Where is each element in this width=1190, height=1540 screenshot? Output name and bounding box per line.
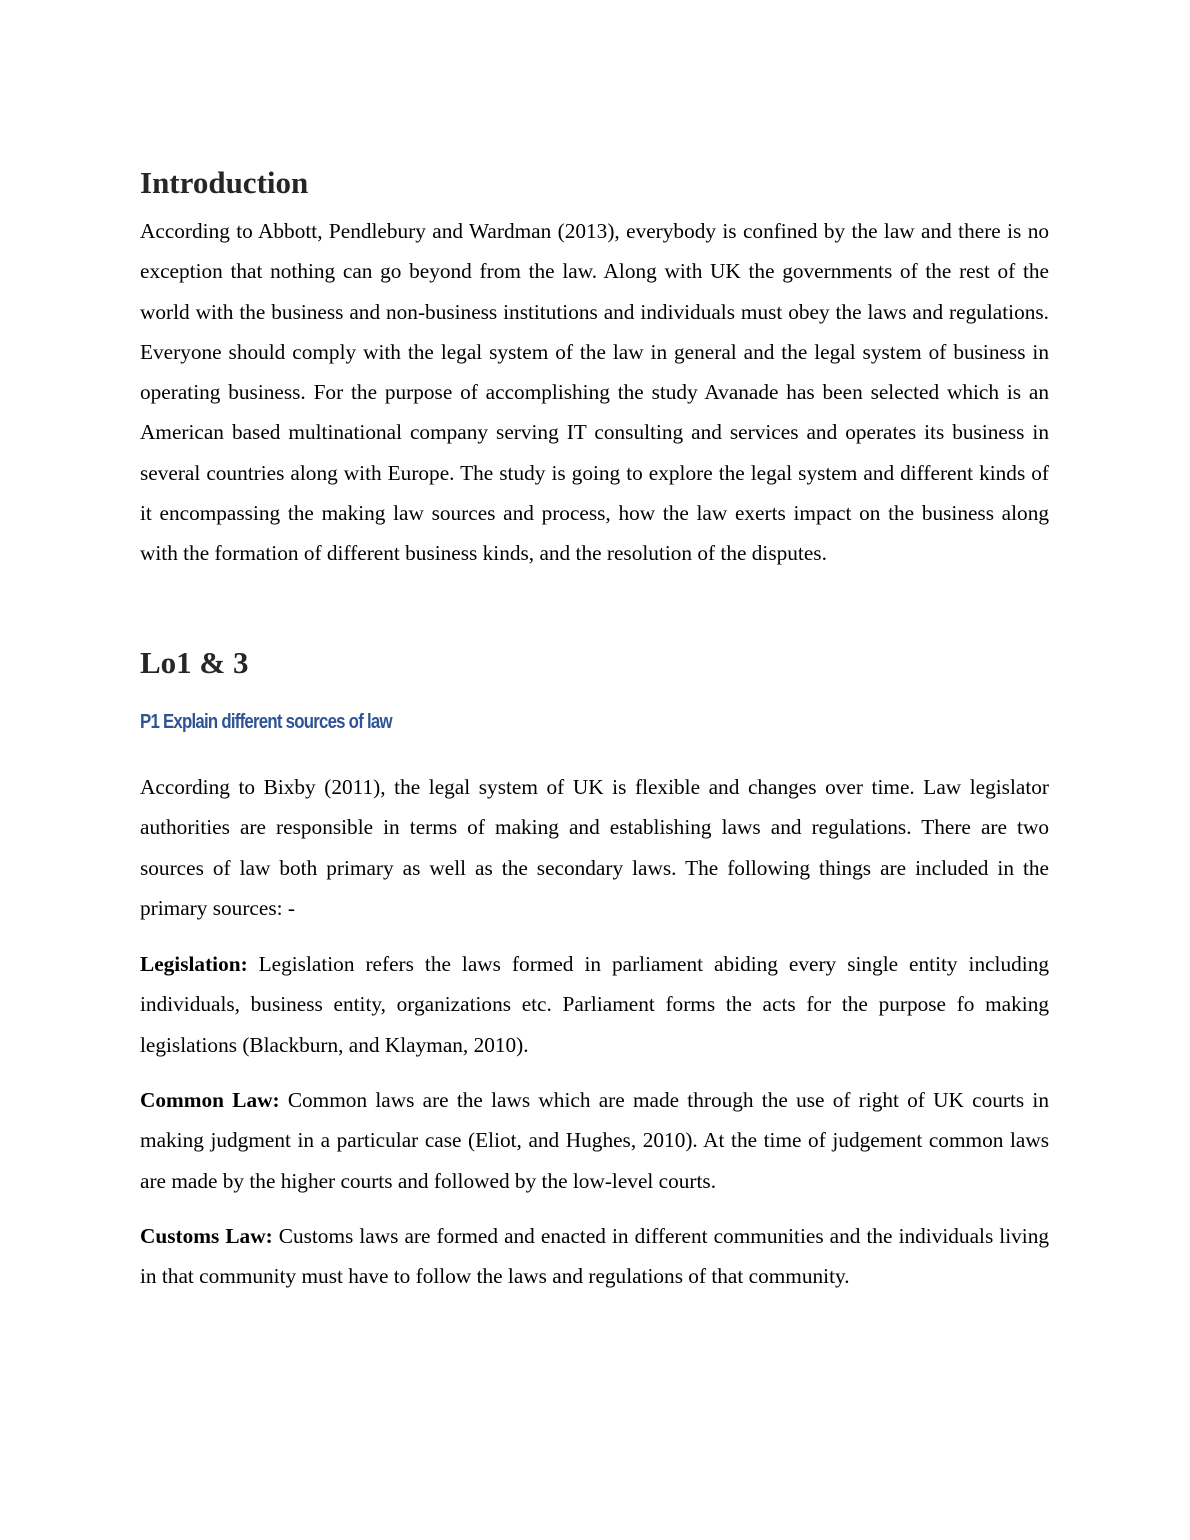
common-law-term: Common Law: <box>140 1088 280 1112</box>
introduction-paragraph: According to Abbott, Pendlebury and Wardman (2013), everybody is confined by the law and there is no exception that nothing can go beyond from the law. Along with UK the governments of the rest of the world with the business and non-business institutions and individuals must obey the laws and regulations. Everyone should comply with the legal system of the law in general and the legal system of business in operating business. For the purpose of accomplishing the study Avanade has been selected which is an American based multinational company serving IT consulting and services and operates its business in several countries along with Europe. The study is going to explore the legal system and different kinds of it encompassing the making law sources and process, how the law exerts impact on the business along with the formation of different business kinds, and the resolution of the disputes. <box>140 219 1049 566</box>
customs-law-block <box>140 1216 1049 1297</box>
sources-intro-block <box>140 767 1049 928</box>
legislation-text: Legislation refers the laws formed in parliament abiding every single entity including individuals, business entity, organizations etc. Parliament forms the acts for the purpose fo making legislations (Blackburn, and Klayman, 2010). <box>140 952 1049 1057</box>
legislation-block <box>140 944 1049 1065</box>
legislation-term: Legislation: <box>140 952 248 976</box>
customs-law-text: Customs laws are formed and enacted in different communities and the individuals living in that community must have to follow the laws and regulations of that community. <box>140 1224 1049 1289</box>
common-law-text: Common laws are the laws which are made through the use of right of UK courts in making judgment in a particular case (Eliot, and Hughes, 2010). At the time of judgement common laws are made by the higher courts and followed by the low-level courts. <box>140 1088 1049 1193</box>
common-law-block <box>140 1080 1049 1201</box>
common-law-paragraph <box>140 1080 1049 1201</box>
introduction-heading: Introduction <box>140 165 309 200</box>
customs-law-paragraph <box>140 1216 1049 1297</box>
p1-subheading: P1 Explain different sources of law <box>140 711 392 733</box>
lo-section-heading: Lo1 & 3 <box>140 645 249 680</box>
introduction-block <box>140 211 1049 574</box>
sources-intro-paragraph: According to Bixby (2011), the legal system of UK is flexible and changes over time. Law legislator authorities are responsible in terms of making and establishing laws and regulations. There are two sources of law both primary as well as the secondary laws. The following things are included in the primary sources: - <box>140 775 1049 920</box>
customs-law-term: Customs Law: <box>140 1224 273 1248</box>
legislation-paragraph <box>140 944 1049 1065</box>
